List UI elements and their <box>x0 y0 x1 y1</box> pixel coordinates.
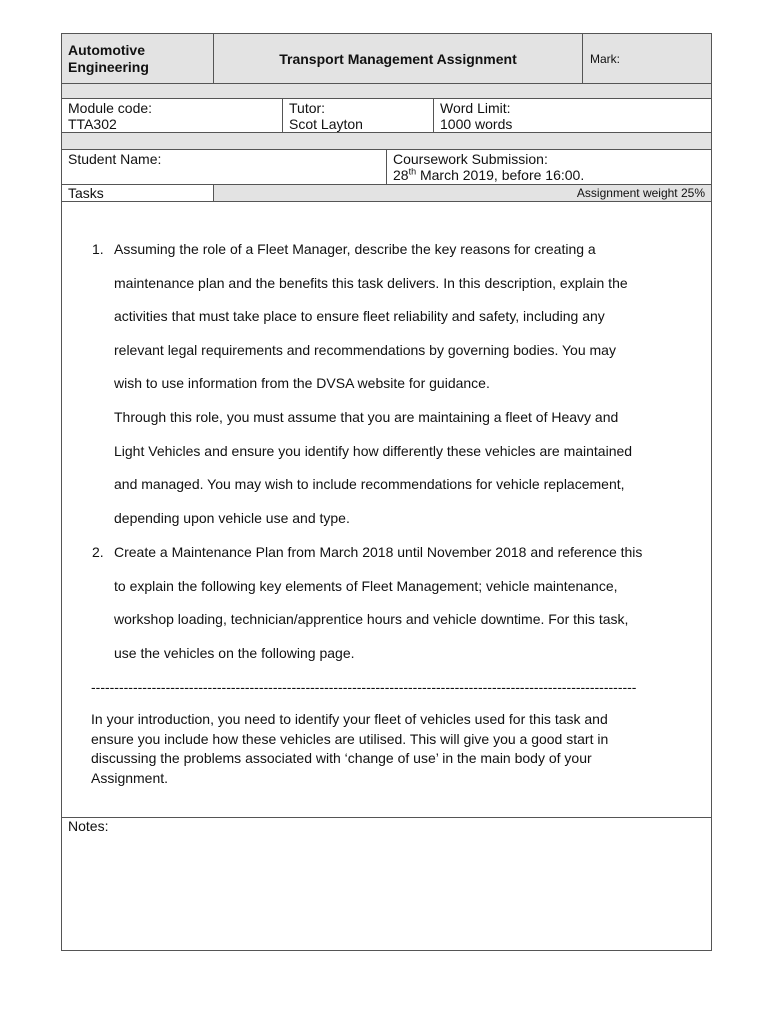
submission-date <box>393 167 584 183</box>
notes-label: Notes: <box>68 818 109 834</box>
task-line: relevant legal requirements and recommendations by governing bodies. You may <box>114 341 616 358</box>
tutor-label: Tutor: <box>289 100 326 116</box>
mark-label: Mark: <box>590 52 620 66</box>
assignment-weight: Assignment weight 25% <box>576 186 705 200</box>
introduction-paragraph <box>91 710 691 788</box>
notes-cell <box>61 817 712 951</box>
module-code-value: TTA302 <box>68 116 117 132</box>
introduction-line: Assignment. <box>91 769 169 786</box>
task-line: depending upon vehicle use and type. <box>114 509 350 526</box>
department-name-line1: Automotive <box>68 42 145 58</box>
task-line: maintenance plan and the benefits this task delivers. In this description, explain the <box>114 274 628 291</box>
task-line: activities that must take place to ensure fleet reliability and safety, including any <box>114 308 605 325</box>
task-line: Through this role, you must assume that you are maintaining a fleet of Heavy and <box>114 408 619 425</box>
task-line: Assuming the role of a Fleet Manager, describe the key reasons for creating a <box>114 241 596 257</box>
assignment-title: Transport Management Assignment <box>279 51 517 67</box>
task-line: workshop loading, technician/apprentice hours and vehicle downtime. For this task, <box>114 611 629 628</box>
task-number: 2. <box>92 544 104 560</box>
task-line: and managed. You may wish to include recommendations for vehicle replacement, <box>114 476 625 493</box>
task-line: use the vehicles on the following page. <box>114 644 355 661</box>
introduction-line: In your introduction, you need to identify your fleet of vehicles used for this task and <box>91 711 608 727</box>
task-text <box>114 241 632 543</box>
introduction-line: discussing the problems associated with ‘change of use’ in the main body of your <box>91 750 592 767</box>
student-name-label: Student Name: <box>68 151 162 167</box>
task-text <box>114 544 642 678</box>
spacer-band <box>61 132 712 150</box>
department-name-line2: Engineering <box>68 59 149 75</box>
submission-day: 28 <box>393 167 409 183</box>
tasks-label: Tasks <box>68 185 104 201</box>
submission-day-suffix: th <box>408 166 417 177</box>
task-line: wish to use information from the DVSA website for guidance. <box>114 375 490 392</box>
word-limit-label: Word Limit: <box>440 100 511 116</box>
task-line: Create a Maintenance Plan from March 2018 until November 2018 and reference this <box>114 544 643 560</box>
coursework-submission-label: Coursework Submission: <box>393 151 548 167</box>
task-number: 1. <box>92 241 104 257</box>
task-line: Light Vehicles and ensure you identify how differently these vehicles are maintained <box>114 442 633 459</box>
tutor-value: Scot Layton <box>289 116 363 132</box>
module-code-label: Module code: <box>68 100 153 116</box>
task-line: to explain the following key elements of Fleet Management; vehicle maintenance, <box>114 577 618 594</box>
submission-date-rest: March 2019, before 16:00. <box>416 167 585 183</box>
dashed-divider: --------------------------------------------------------------------------------------------------------------------- <box>91 679 637 695</box>
spacer-band <box>61 83 712 99</box>
introduction-line: ensure you include how these vehicles are utilised. This will give you a good start in <box>91 730 609 747</box>
word-limit-value: 1000 words <box>440 116 513 132</box>
